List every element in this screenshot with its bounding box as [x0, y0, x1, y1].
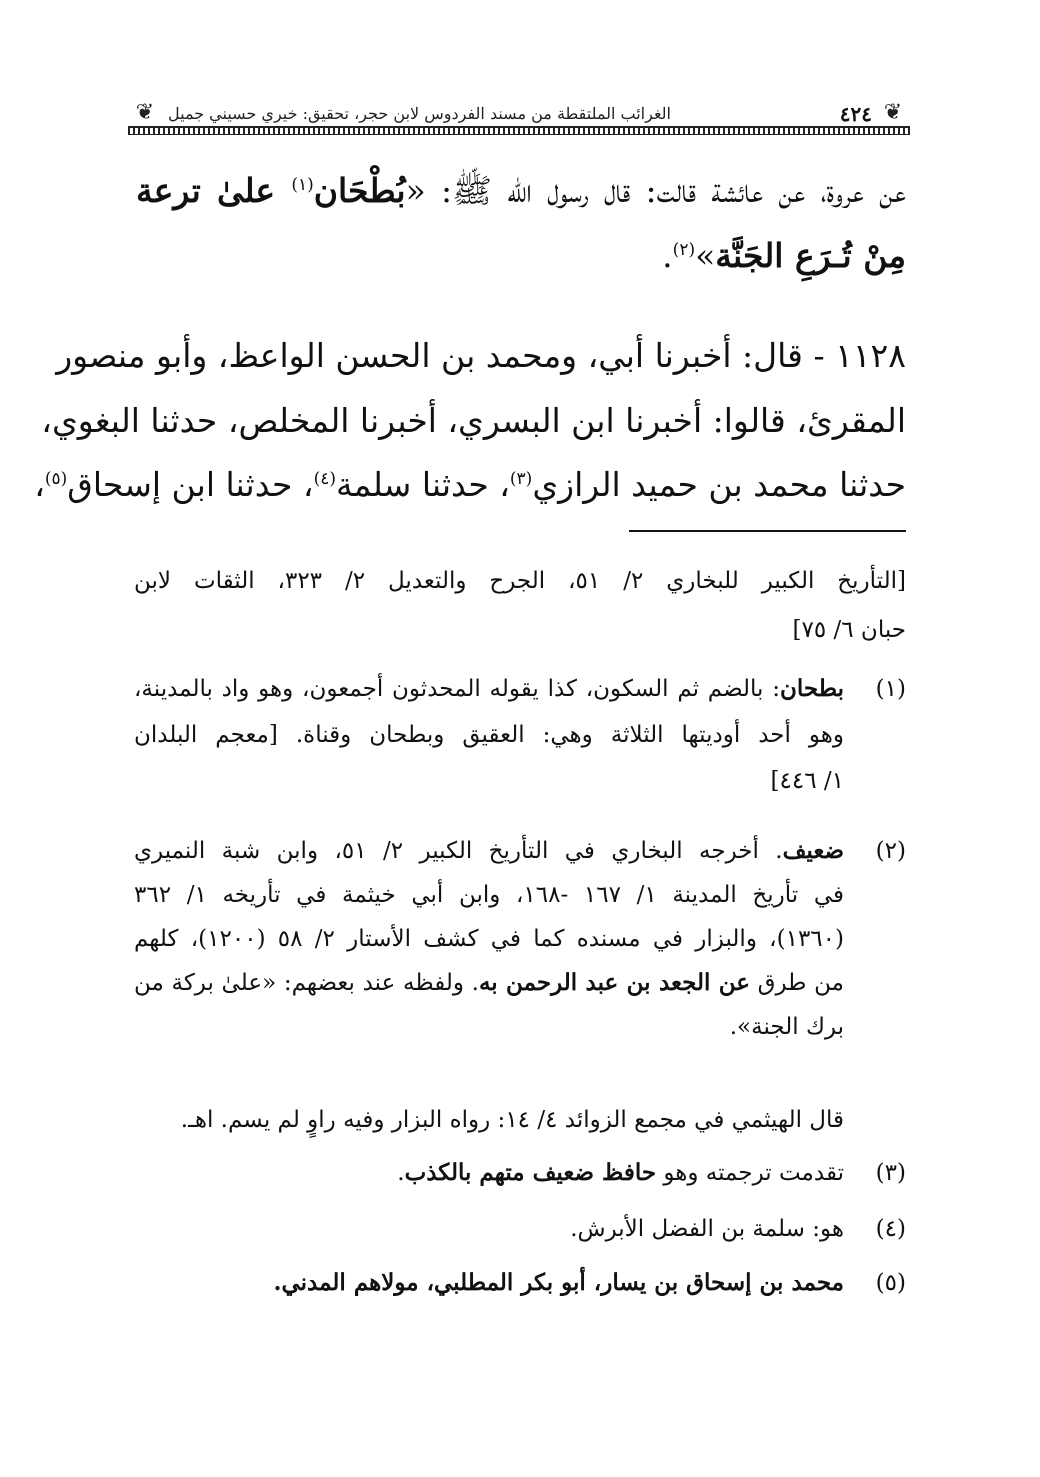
- footnote-number: (٤): [875, 1216, 906, 1242]
- text-line: المقرئ، قالوا: أخبرنا ابن البسري، أخبرنا المخلص، حدثنا البغوي،: [41, 401, 906, 440]
- footnote-number: (٢): [875, 838, 906, 864]
- isnad-line-1: [56, 336, 906, 376]
- footnote-2: [134, 836, 906, 1042]
- footnote-5: [134, 1268, 906, 1298]
- footnote-line: (١٣٦٠)، والبزار في مسنده كما في كشف الأستار ٢/ ٥٨ (١٢٠٠)، كلهم: [134, 926, 844, 952]
- isnad-line-3: [34, 465, 906, 505]
- ornament-left-icon: ❦: [135, 100, 155, 125]
- hadith-text-end: [136, 236, 906, 276]
- footnote-line: محمد بن إسحاق بن يسار، أبو بكر المطلبي، مولاهم المدني.: [273, 1269, 844, 1296]
- footnote-2-quote: [134, 1105, 906, 1135]
- footnote-line: من طرق عن الجعد بن عبد الرحمن به. ولفظه عند بعضهم: «علىٰ بركة من: [134, 969, 844, 996]
- hadith-text: [136, 171, 906, 211]
- text-line: ١١٢٨ - قال: أخبرنا أبي، ومحمد بن الحسن الواعظ، وأبو منصور: [56, 336, 906, 375]
- page-number: ٤٢٤: [839, 102, 872, 126]
- footnote-number: (٣): [875, 1160, 906, 1186]
- ornament-right-icon: ❦: [883, 100, 903, 125]
- footnote-line: تقدمت ترجمته وهو حافظ ضعيف متهم بالكذب.: [397, 1159, 844, 1186]
- footnote-line: وهو أحد أوديتها الثلاثة وهي: العقيق وبطحان وقناة. [معجم البلدان: [134, 722, 844, 748]
- footnote-separator: [629, 530, 906, 532]
- header-rule: [128, 126, 910, 135]
- footnote-line: [التأريخ الكبير للبخاري ٢/ ٥١، الجرح والتعديل ٢/ ٣٢٣، الثقات لابن: [134, 568, 906, 594]
- footnote-3: [134, 1158, 906, 1188]
- page-header: [128, 96, 910, 136]
- footnote-4: [134, 1214, 906, 1244]
- footnote-line: قال الهيثمي في مجمع الزوائد ٤/ ١٤: رواه البزار وفيه راوٍ لم يسم. اهـ.: [180, 1107, 844, 1133]
- footnote-number: (١): [875, 676, 906, 702]
- footnote-continuation-end: [134, 615, 906, 645]
- text-line: مِنْ تُـرَعِ الجَنَّة»$^{(٢)}$.: [662, 236, 906, 275]
- isnad-line-2: [41, 401, 906, 441]
- text-line: حدثنا محمد بن حميد الرازي$^{(٣)}$، حدثنا سلمة$^{(٤)}$، حدثنا ابن إسحاق$^{(٥)}$،: [34, 465, 906, 504]
- running-title: الغرائب الملتقطة من مسند الفردوس لابن حجر، تحقيق: خيري حسيني جميل: [168, 104, 671, 123]
- footnote-line: في تأريخ المدينة ١/ ١٦٧ -١٦٨، وابن أبي خيثمة في تأريخه ١/ ٣٦٢: [134, 882, 844, 908]
- footnote-line: هو: سلمة بن الفضل الأبرش.: [570, 1216, 844, 1242]
- footnote-line: حبان ٦/ ٧٥]: [792, 617, 906, 643]
- text-line: عن عروة، عن عائشة قالت: قال رسول الله ﷺ: «بُطْحَان$^{(١)}$ علىٰ ترعة: [136, 171, 907, 210]
- footnote-continuation: [134, 566, 906, 596]
- footnote-line: برك الجنة».: [729, 1014, 844, 1040]
- footnote-number: (٥): [875, 1270, 906, 1296]
- footnote-1: [134, 674, 906, 796]
- footnote-line: بطحان: بالضم ثم السكون، كذا يقوله المحدثون أجمعون، وهو واد بالمدينة،: [134, 675, 844, 702]
- footnote-line: ضعيف. أخرجه البخاري في التأريخ الكبير ٢/ ٥١، وابن شبة النميري: [134, 837, 844, 864]
- footnote-line: ١/ ٤٤٦]: [770, 768, 844, 794]
